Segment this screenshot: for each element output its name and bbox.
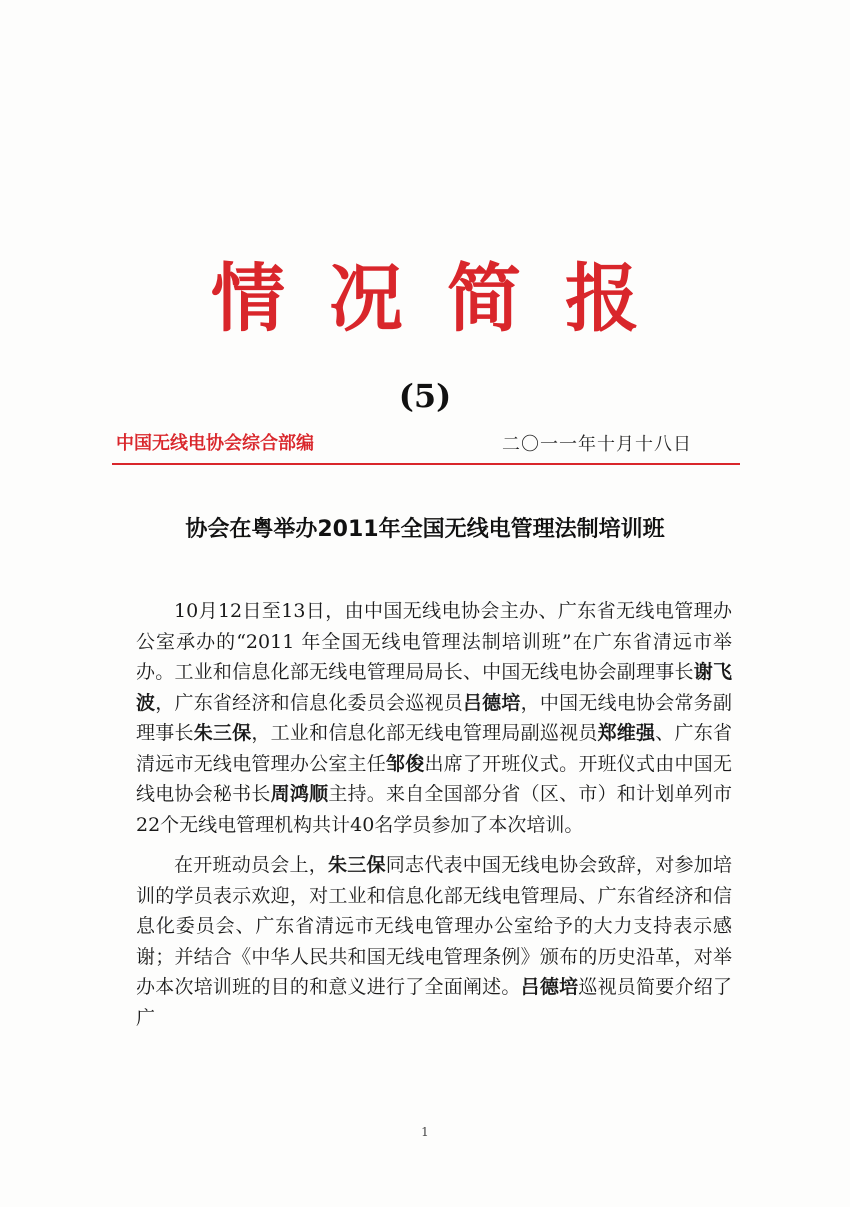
text-run: ，工业和信息化部无线电管理局副巡视员 [251, 722, 598, 744]
masthead-divider [112, 463, 740, 465]
article-headline: 协会在粤举办2011年全国无线电管理法制培训班 [185, 517, 665, 542]
person-name: 周鸿顺 [270, 783, 329, 805]
text-run: 、广东省清远市无线电管理办公室主任 [136, 722, 732, 775]
article-body [136, 596, 732, 1043]
person-name: 邹俊 [386, 752, 425, 775]
person-name: 朱三保 [193, 722, 252, 744]
person-name: 朱三保 [328, 854, 386, 876]
text-run: 同志代表中国无线电协会致辞，对参加培训的学员表示欢迎，对工业和信息化部无线电管理局、广东省经济和信息化委员会、广东省清远市无线电管理办公室给予的大力支持表示感谢；并结合《中华人民共和国无线电管理条例》颁布的历史沿革，对举办本次培训班的目的和意义进行了全面阐述。 [136, 854, 732, 998]
text-run: 10月12日至13日，由中国无线电协会主办、广东省无线电管理办公室承办的“2011 年全国无线电管理法制培训班”在广东省清远市举办。工业和信息化部无线电管理局局长、中国无线电协会副理事长 [136, 600, 732, 683]
person-name: 吕德培 [520, 976, 579, 998]
text-run: 出席了开班仪式。开班仪式由中国无线电协会秘书长 [136, 752, 732, 805]
person-name: 谢飞波 [136, 661, 732, 714]
text-run: 巡视员简要介绍了广 [136, 976, 732, 1029]
person-name: 吕德培 [462, 691, 521, 714]
article-paragraph [136, 596, 732, 840]
text-run: ，广东省经济和信息化委员会巡视员 [155, 691, 463, 714]
person-name: 郑维强 [597, 722, 656, 744]
text-run: 在开班动员会上， [174, 854, 328, 876]
text-run: ，中国无线电协会常务副理事长 [136, 691, 732, 744]
editor-line: 中国无线电协会综合部编 [116, 433, 314, 454]
masthead-title: 情况简报 [211, 256, 683, 342]
text-run: 主持。来自全国部分省（区、市）和计划单列市22个无线电管理机构共计40名学员参加了本次培训。 [136, 783, 732, 836]
page-number: 1 [421, 1125, 429, 1139]
issue-date: 二〇一一年十月十八日 [502, 434, 692, 455]
article-paragraph [136, 850, 732, 1033]
issue-number: (5) [398, 377, 452, 415]
